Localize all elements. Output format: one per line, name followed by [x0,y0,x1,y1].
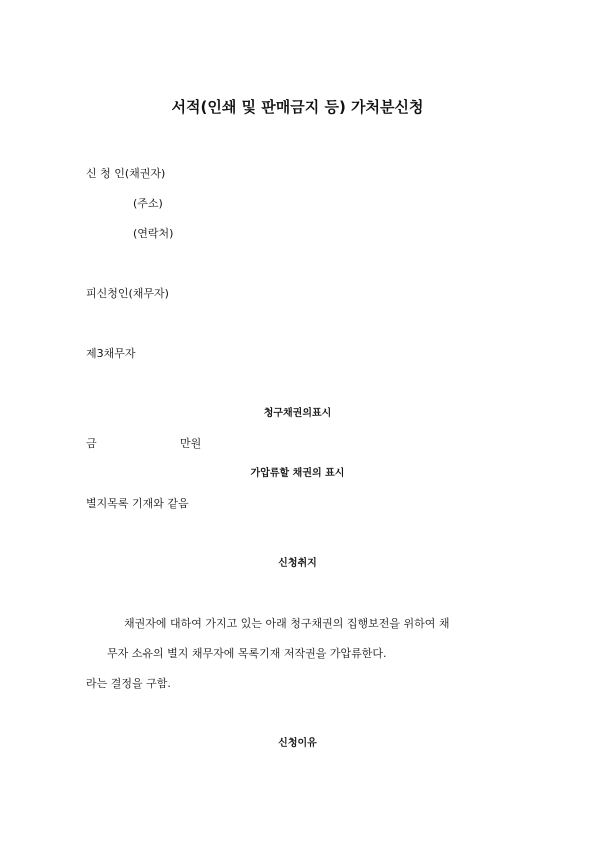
respondent-label: 피신청인(채무자) [86,287,169,300]
reason-heading: 신청이유 [278,738,317,749]
purpose-heading: 신청취지 [278,558,317,569]
seizure-heading: 가압류할 채권의 표시 [250,468,345,479]
claim-amount-unit: 만원 [180,437,202,450]
purpose-line-2: 무자 소유의 별지 채무자에 목록기재 저작권을 가압류한다. [107,647,387,660]
document-title: 서적(인쇄 및 판매금지 등) 가처분신청 [171,98,424,116]
third-debtor-label: 제3채무자 [86,347,136,360]
purpose-line-3: 라는 결정을 구함. [86,677,171,690]
applicant-label: 신 청 인(채권자) [86,167,166,180]
applicant-contact-label: (연락처) [133,227,174,240]
claim-heading: 청구채권의표시 [263,408,332,419]
purpose-line-1: 채권자에 대하여 가지고 있는 아래 청구채권의 집행보전을 위하여 채 [124,617,450,630]
applicant-address-label: (주소) [133,197,163,210]
claim-amount-label: 금 [86,437,97,450]
seizure-text: 별지목록 기재와 같음 [86,497,189,510]
